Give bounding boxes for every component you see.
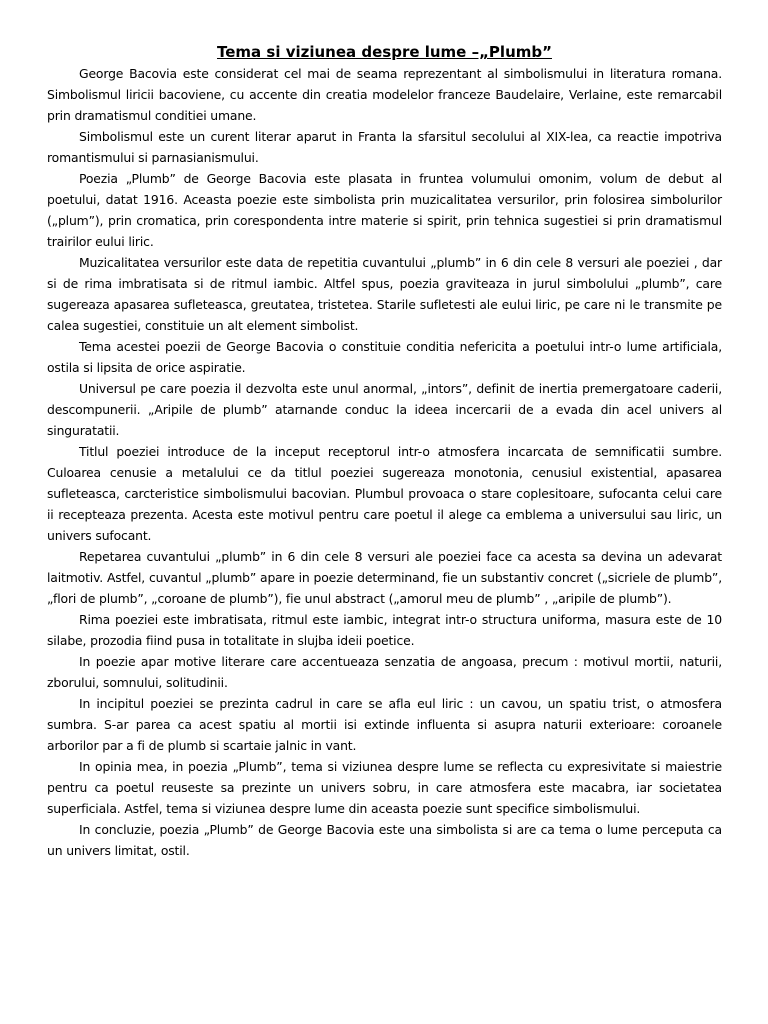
paragraph-concluzie: In concluzie, poezia „Plumb” de George Bacovia este una simbolista si are ca tema o lume perceputa ca un univers limitat, ostil.	[47, 822, 722, 858]
paragraph-univers: Universul pe care poezia il dezvolta este unul anormal, „intors”, definit de inertia premergatoare caderii, descompunerii. „Aripile de plumb” atarnande conduc la ideea incercarii de a evada din acel univers al singuratatii.	[47, 381, 722, 438]
paragraph-intro: George Bacovia este considerat cel mai de seama reprezentant al simbolismului in literatura romana. Simbolismul liricii bacoviene, cu accente din creatia modelelor franceze Baudelaire, Verlaine, este remarcabil prin dramatismul conditiei umane.	[47, 66, 722, 123]
paragraph-opinie: In opinia mea, in poezia „Plumb”, tema si viziunea despre lume se reflecta cu expresivitate si maiestrie pentru ca poetul reuseste sa prezinte un univers sobru, in care atmosfera este macabra, iar societatea superficiala. Astfel, tema si viziunea despre lume din aceasta poezie sunt specifice simbolismului.	[47, 759, 722, 816]
paragraph-tema: Tema acestei poezii de George Bacovia o constituie conditia nefericita a poetului intr-o lume artificiala, ostila si lipsita de orice aspiratie.	[47, 339, 722, 375]
document-page	[47, 42, 722, 861]
paragraph-rima: Rima poeziei este imbratisata, ritmul este iambic, integrat intr-o structura uniforma, masura este de 10 silabe, prozodia fiind pusa in totalitate in slujba ideii poetice.	[47, 612, 722, 648]
document-title: Tema si viziunea despre lume –„Plumb”	[217, 43, 552, 61]
paragraph-titlu: Titlul poeziei introduce de la inceput receptorul intr-o atmosfera incarcata de semnificatii sumbre. Culoarea cenusie a metalului ce da titlul poeziei sugereaza monotonia, cenusiul existential, apasarea sufleteasca, carcteristice simbolismului bacovian. Plumbul provoaca o stare coplesitoare, sufocanta celui care ii recepteaza prezenta. Acesta este motivul pentru care poetul il alege ca emblema a universului sau liric, un univers sufocant.	[47, 444, 722, 543]
paragraph-simbolism: Simbolismul este un curent literar aparut in Franta la sfarsitul secolului al XIX-lea, ca reactie impotriva romantismului si parnasianismului.	[47, 129, 722, 165]
paragraph-motive: In poezie apar motive literare care accentueaza senzatia de angoasa, precum : motivul mortii, naturii, zborului, somnului, solitudinii.	[47, 654, 722, 690]
paragraph-repetare: Repetarea cuvantului „plumb” in 6 din cele 8 versuri ale poeziei face ca acesta sa devina un adevarat laitmotiv. Astfel, cuvantul „plumb” apare in poezie determinand, fie un substantiv concret („sicriele de plumb”, „flori de plumb”, „coroane de plumb”), fie unul abstract („amorul meu de plumb” , „aripile de plumb”).	[47, 549, 722, 606]
paragraph-muzicalitate: Muzicalitatea versurilor este data de repetitia cuvantului „plumb” in 6 din cele 8 versuri ale poeziei , dar si de rima imbratisata si de ritmul iambic. Altfel spus, poezia graviteaza in jurul simbolului „plumb”, care sugereaza apasarea sufleteasca, greutatea, tristetea. Starile sufletesti ale eului liric, pe care ni le transmite pe calea sugestiei, constituie un alt element simbolist.	[47, 255, 722, 333]
paragraph-incipit: In incipitul poeziei se prezinta cadrul in care se afla eul liric : un cavou, un spatiu trist, o atmosfera sumbra. S-ar parea ca acest spatiu al mortii isi extinde influenta si asupra naturii exterioare: coroanele arborilor par a fi de plumb si scartaie jalnic in vant.	[47, 696, 722, 753]
paragraph-poezia: Poezia „Plumb” de George Bacovia este plasata in fruntea volumului omonim, volum de debut al poetului, datat 1916. Aceasta poezie este simbolista prin muzicalitatea versurilor, prin folosirea simbolurilor („plum”), prin cromatica, prin corespondenta intre materie si spirit, prin tehnica sugestiei si prin dramatismul trairilor eului liric.	[47, 171, 722, 249]
